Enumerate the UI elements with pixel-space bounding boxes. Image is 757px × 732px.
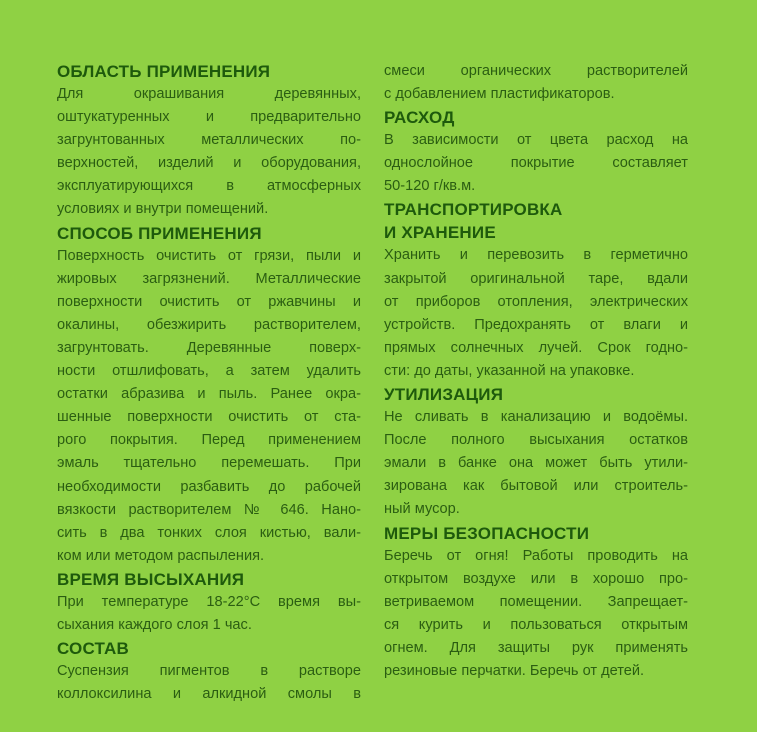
text-line: загрунтовать. Деревянные поверх- (57, 339, 361, 356)
text-line: эксплуатирующихся в атмосферных (57, 178, 361, 195)
composition-continued (384, 60, 688, 106)
section-method (57, 222, 361, 568)
text-line: резиновые перчатки. Беречь от детей. (384, 662, 645, 679)
text-line: Суспензия пигментов в растворе (57, 663, 361, 680)
section-title: ОБЛАСТЬ ПРИМЕНЕНИЯ (57, 62, 271, 81)
text-line: верхностей, изделий и оборудования, (57, 155, 361, 172)
text-line: При температуре 18-22°С время вы- (57, 593, 361, 610)
section-title: МЕРЫ БЕЗОПАСНОСТИ (384, 523, 590, 543)
text-line: однослойное покрытие составляет (384, 155, 688, 172)
section-composition (57, 637, 361, 706)
text-line: Поверхность очистить от грязи, пыли и (57, 247, 361, 264)
text-line: закрытой оригинальной таре, вдали (384, 270, 688, 287)
section-safety (384, 522, 688, 684)
text-line: ветриваемом помещении. Запрещает- (384, 593, 688, 610)
text-line: 50-120 г/кв.м. (384, 178, 476, 195)
text-line: Беречь от огня! Работы проводить на (384, 547, 688, 564)
section-title: УТИЛИЗАЦИЯ (384, 385, 504, 405)
text-line: сыхания каждого слоя 1 час. (57, 616, 252, 633)
text-line: зирована как бытовой или строитель- (384, 478, 688, 495)
text-line: жировых загрязнений. Металлические (57, 270, 361, 287)
section-title: ТРАНСПОРТИРОВКА (384, 200, 563, 220)
text-line: от приборов отопления, электрических (384, 293, 688, 310)
text-line: ком или методом распыления. (57, 547, 265, 564)
text-line: окалины, обезжирить растворителем, (57, 316, 361, 333)
text-line: загрунтованных металлических по- (57, 132, 361, 149)
text-line: ся курить и пользоваться открытым (384, 616, 688, 633)
text-line: необходимости разбавить до рабочей (57, 478, 361, 495)
section-title: ВРЕМЯ ВЫСЫХАНИЯ (57, 569, 245, 589)
text-line: Не сливать в канализацию и водоёмы. (384, 409, 688, 426)
text-line: вязкости растворителем № 646. Нано- (57, 501, 361, 518)
section-title: СПОСОБ ПРИМЕНЕНИЯ (57, 223, 262, 243)
section-title-line-2: И ХРАНЕНИЕ (384, 223, 496, 243)
text-line: После полного высыхания остатков (384, 432, 688, 449)
text-line: огнем. Для защиты рук применять (384, 639, 688, 656)
text-line: ности отшлифовать, а затем удалить (57, 363, 361, 380)
text-line: условиях и внутри помещений. (57, 201, 269, 218)
text-line: сти: до даты, указанной на упаковке. (384, 362, 635, 379)
text-line: В зависимости от цвета расход на (384, 132, 688, 149)
section-scope (57, 60, 361, 222)
text-line: открытом воздухе или в хорошо про- (384, 570, 688, 587)
text-line: смеси органических растворителей (384, 63, 688, 79)
text-line: сить в два тонких слоя кистью, вали- (57, 524, 361, 541)
text-line: рого покрытия. Перед применением (57, 432, 361, 449)
text-line: поверхности очистить от ржавчины и (57, 293, 361, 310)
section-consumption (384, 106, 688, 198)
left-column (57, 0, 361, 706)
section-drying-time (57, 568, 361, 637)
text-line: эмали в банке она может быть утили- (384, 455, 688, 472)
text-line: эмаль тщательно перемешать. При (57, 455, 361, 472)
text-line: оштукатуренных и предварительно (57, 109, 361, 126)
section-title: РАСХОД (384, 108, 455, 128)
section-title: СОСТАВ (57, 639, 129, 659)
text-line: Для окрашивания деревянных, (57, 86, 361, 102)
text-line: остатки абразива и пыль. Ранее окра- (57, 386, 361, 403)
right-column (384, 0, 688, 683)
text-line: с добавлением пластификаторов. (384, 86, 615, 103)
text-line: Хранить и перевозить в герметично (384, 247, 688, 264)
section-transport-storage (384, 198, 688, 383)
text-line: устройств. Предохранять от влаги и (384, 316, 688, 333)
text-line: коллоксилина и алкидной смолы в (57, 686, 361, 703)
text-line: шенные поверхности очистить от ста- (57, 409, 361, 426)
text-line: прямых солнечных лучей. Срок годно- (384, 339, 688, 356)
text-line: ный мусор. (384, 501, 460, 518)
section-disposal (384, 383, 688, 521)
